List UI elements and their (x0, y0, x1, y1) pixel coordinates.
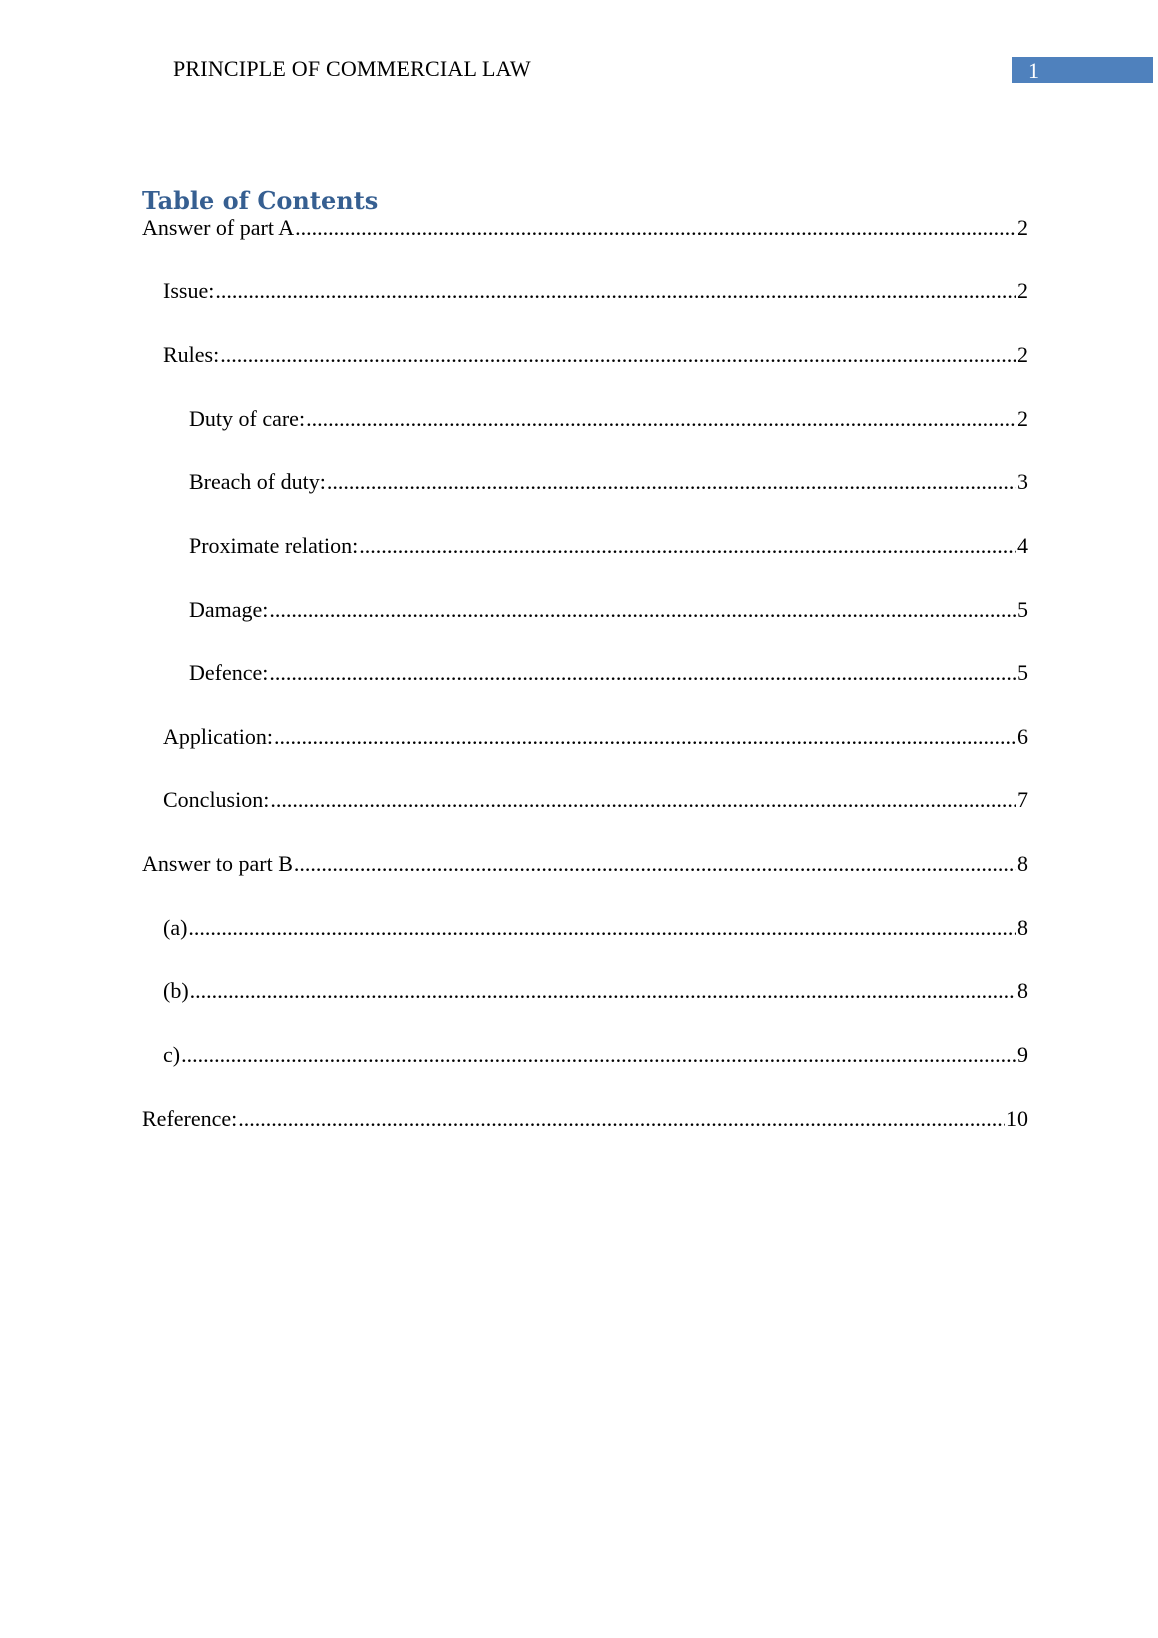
toc-entry-page: 10 (1006, 1106, 1028, 1131)
toc-entry-part-b-c[interactable] (163, 1041, 1028, 1069)
toc-entry-page: 2 (1017, 406, 1028, 431)
toc-entry-answer-part-a[interactable] (142, 214, 1028, 242)
toc-entry-issue[interactable] (163, 277, 1028, 305)
toc-entry-page: 8 (1017, 851, 1028, 876)
toc-entry-rules[interactable] (163, 341, 1028, 369)
toc-entry-label: Defence: (189, 660, 269, 685)
toc-entry-label: Application: (163, 724, 273, 749)
toc-dot-leader (294, 850, 1016, 878)
toc-dot-leader (190, 977, 1016, 1005)
toc-entry-breach-of-duty[interactable] (189, 468, 1028, 496)
toc-entry-label: Duty of care: (189, 406, 306, 431)
toc-entry-page: 2 (1017, 215, 1028, 240)
toc-entry-duty-of-care[interactable] (189, 405, 1028, 433)
toc-entry-label: Answer of part A (142, 215, 295, 240)
toc-entry-answer-part-b[interactable] (142, 850, 1028, 878)
toc-entry-label: Damage: (189, 597, 269, 622)
toc-entry-page: 5 (1017, 660, 1028, 685)
toc-entry-defence[interactable] (189, 659, 1028, 687)
toc-entry-label: (a) (163, 915, 188, 940)
toc-dot-leader (359, 532, 1016, 560)
toc-dot-leader (306, 405, 1016, 433)
toc-dot-leader (215, 277, 1016, 305)
toc-entry-application[interactable] (163, 723, 1028, 751)
toc-dot-leader (188, 914, 1016, 942)
toc-entry-part-b-b[interactable] (163, 977, 1028, 1005)
toc-heading: Table of Contents (142, 186, 379, 215)
toc-dot-leader (269, 659, 1016, 687)
toc-dot-leader (270, 786, 1016, 814)
toc-entry-label: Proximate relation: (189, 533, 359, 558)
toc-entry-page: 3 (1017, 469, 1028, 494)
toc-entry-label: Answer to part B (142, 851, 293, 876)
toc-entry-conclusion[interactable] (163, 786, 1028, 814)
toc-entry-page: 8 (1017, 978, 1028, 1003)
toc-dot-leader (220, 341, 1016, 369)
toc-dot-leader (295, 214, 1016, 242)
toc-entry-page: 8 (1017, 915, 1028, 940)
page-number: 1 (1028, 58, 1039, 83)
toc-dot-leader (181, 1041, 1016, 1069)
toc-entry-page: 5 (1017, 597, 1028, 622)
toc-dot-leader (238, 1105, 1005, 1133)
toc-entry-page: 4 (1017, 533, 1028, 558)
toc-entry-label: Rules: (163, 342, 220, 367)
toc-entry-label: Issue: (163, 278, 215, 303)
toc-entry-damage[interactable] (189, 596, 1028, 624)
toc-entry-reference[interactable] (142, 1105, 1028, 1133)
toc-entry-proximate-relation[interactable] (189, 532, 1028, 560)
toc-entry-page: 2 (1017, 342, 1028, 367)
toc-dot-leader (274, 723, 1016, 751)
toc-entry-label: Reference: (142, 1106, 238, 1131)
toc-entry-page: 6 (1017, 724, 1028, 749)
toc-entry-page: 7 (1017, 787, 1028, 812)
toc-entry-label: Conclusion: (163, 787, 270, 812)
toc-entry-label: (b) (163, 978, 189, 1003)
toc-entry-page: 2 (1017, 278, 1028, 303)
toc-entry-label: Breach of duty: (189, 469, 326, 494)
running-header-title: PRINCIPLE OF COMMERCIAL LAW (173, 56, 531, 81)
toc-entry-page: 9 (1017, 1042, 1028, 1067)
toc-dot-leader (327, 468, 1016, 496)
toc-entry-label: c) (163, 1042, 181, 1067)
toc-dot-leader (269, 596, 1016, 624)
toc-entry-part-b-a[interactable] (163, 914, 1028, 942)
